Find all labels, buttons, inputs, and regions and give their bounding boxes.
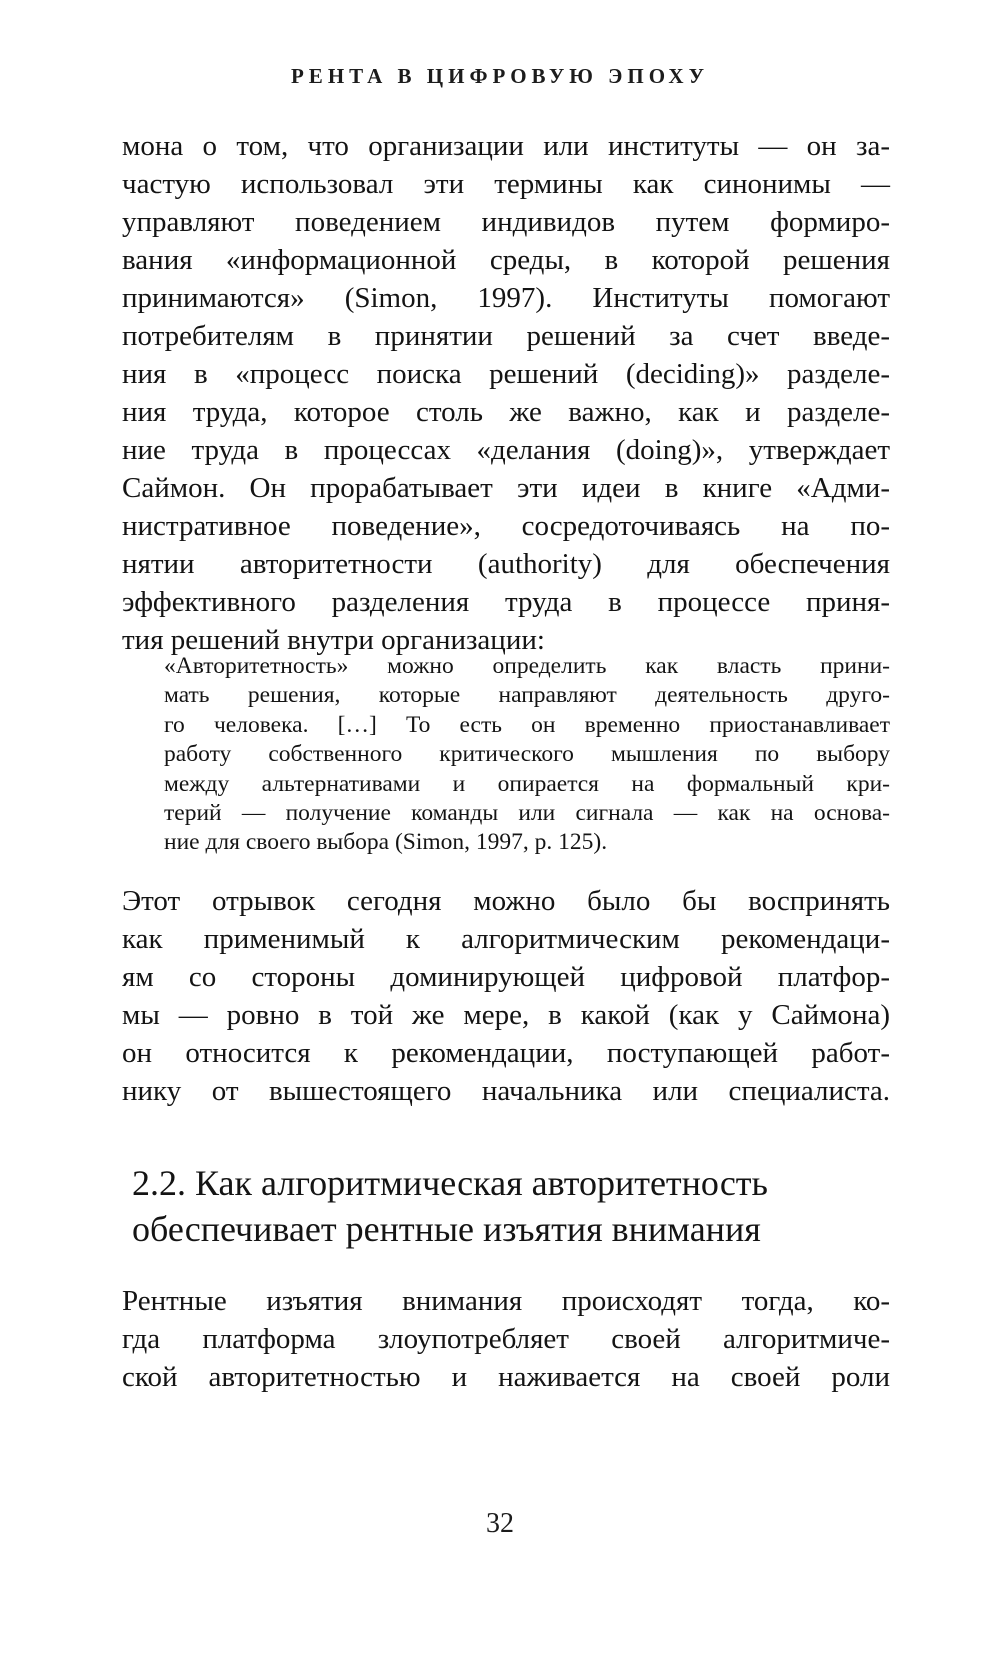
text-line: гда платформа злоупотребляет своей алгоритмиче- (122, 1323, 890, 1355)
section-heading-line: обеспечивает рентные изъятия внимания (132, 1209, 761, 1249)
text-line: тия решений внутри организации: (122, 624, 545, 656)
text-line: вания «информационной среды, в которой решения (122, 244, 890, 276)
text-line: управляют поведением индивидов путем формиро- (122, 206, 890, 238)
text-line: ям со стороны доминирующей цифровой платфор- (122, 961, 890, 993)
text-line: частую использовал эти термины как синонимы — (122, 168, 890, 200)
section-heading (132, 1160, 912, 1252)
quote-line: го человека. […] То есть он временно приостанавливает (164, 711, 890, 738)
page-number: 32 (486, 1508, 514, 1539)
text-line: ния в «процесс поиска решений (deciding)» разделе- (122, 358, 890, 390)
text-line: мона о том, что организации или институты — он за- (122, 130, 890, 162)
text-line: мы — ровно в той же мере, в какой (как у Саймона) (122, 999, 890, 1031)
block-quote (164, 652, 890, 858)
paragraph-1 (122, 127, 890, 659)
quote-line: между альтернативами и опирается на формальный кри- (164, 770, 890, 797)
text-line: эффективного разделения труда в процессе приня- (122, 586, 890, 618)
paragraph-2 (122, 882, 890, 1110)
quote-line: «Авторитетность» можно определить как власть прини- (164, 653, 890, 679)
text-line: Саймон. Он прорабатывает эти идеи в книге «Адми- (122, 472, 890, 504)
text-line: ской авторитетностью и наживается на своей роли (122, 1361, 890, 1393)
quote-line: ние для своего выбора (Simon, 1997, p. 125). (164, 829, 608, 856)
quote-line: работу собственного критического мышления по выбору (164, 741, 890, 768)
text-line: нику от вышестоящего начальника или специалиста. (122, 1075, 890, 1107)
text-line: ние труда в процессах «делания (doing)», утверждает (122, 434, 890, 466)
text-line: как применимый к алгоритмическим рекомендаци- (122, 923, 890, 955)
text-line: нятии авторитетности (authority) для обеспечения (122, 548, 890, 580)
running-head: РЕНТА В ЦИФРОВУЮ ЭПОХУ (290, 64, 709, 88)
text-line: ния труда, которое столь же важно, как и разделе- (122, 396, 890, 428)
quote-line: мать решения, которые направляют деятельность друго- (164, 682, 890, 709)
text-line: Этот отрывок сегодня можно было бы воспринять (122, 885, 890, 917)
text-line: Рентные изъятия внимания происходят тогда, ко- (122, 1285, 890, 1317)
text-line: он относится к рекомендации, поступающей работ- (122, 1037, 890, 1069)
paragraph-3 (122, 1282, 890, 1396)
text-line: нистративное поведение», сосредоточиваясь на по- (122, 510, 890, 542)
section-heading-line: 2.2. Как алгоритмическая авторитетность (132, 1163, 768, 1203)
quote-line: терий — получение команды или сигнала — как на основа- (164, 799, 890, 826)
text-line: потребителям в принятии решений за счет введе- (122, 320, 890, 352)
text-line: принимаются» (Simon, 1997). Институты помогают (122, 282, 890, 314)
